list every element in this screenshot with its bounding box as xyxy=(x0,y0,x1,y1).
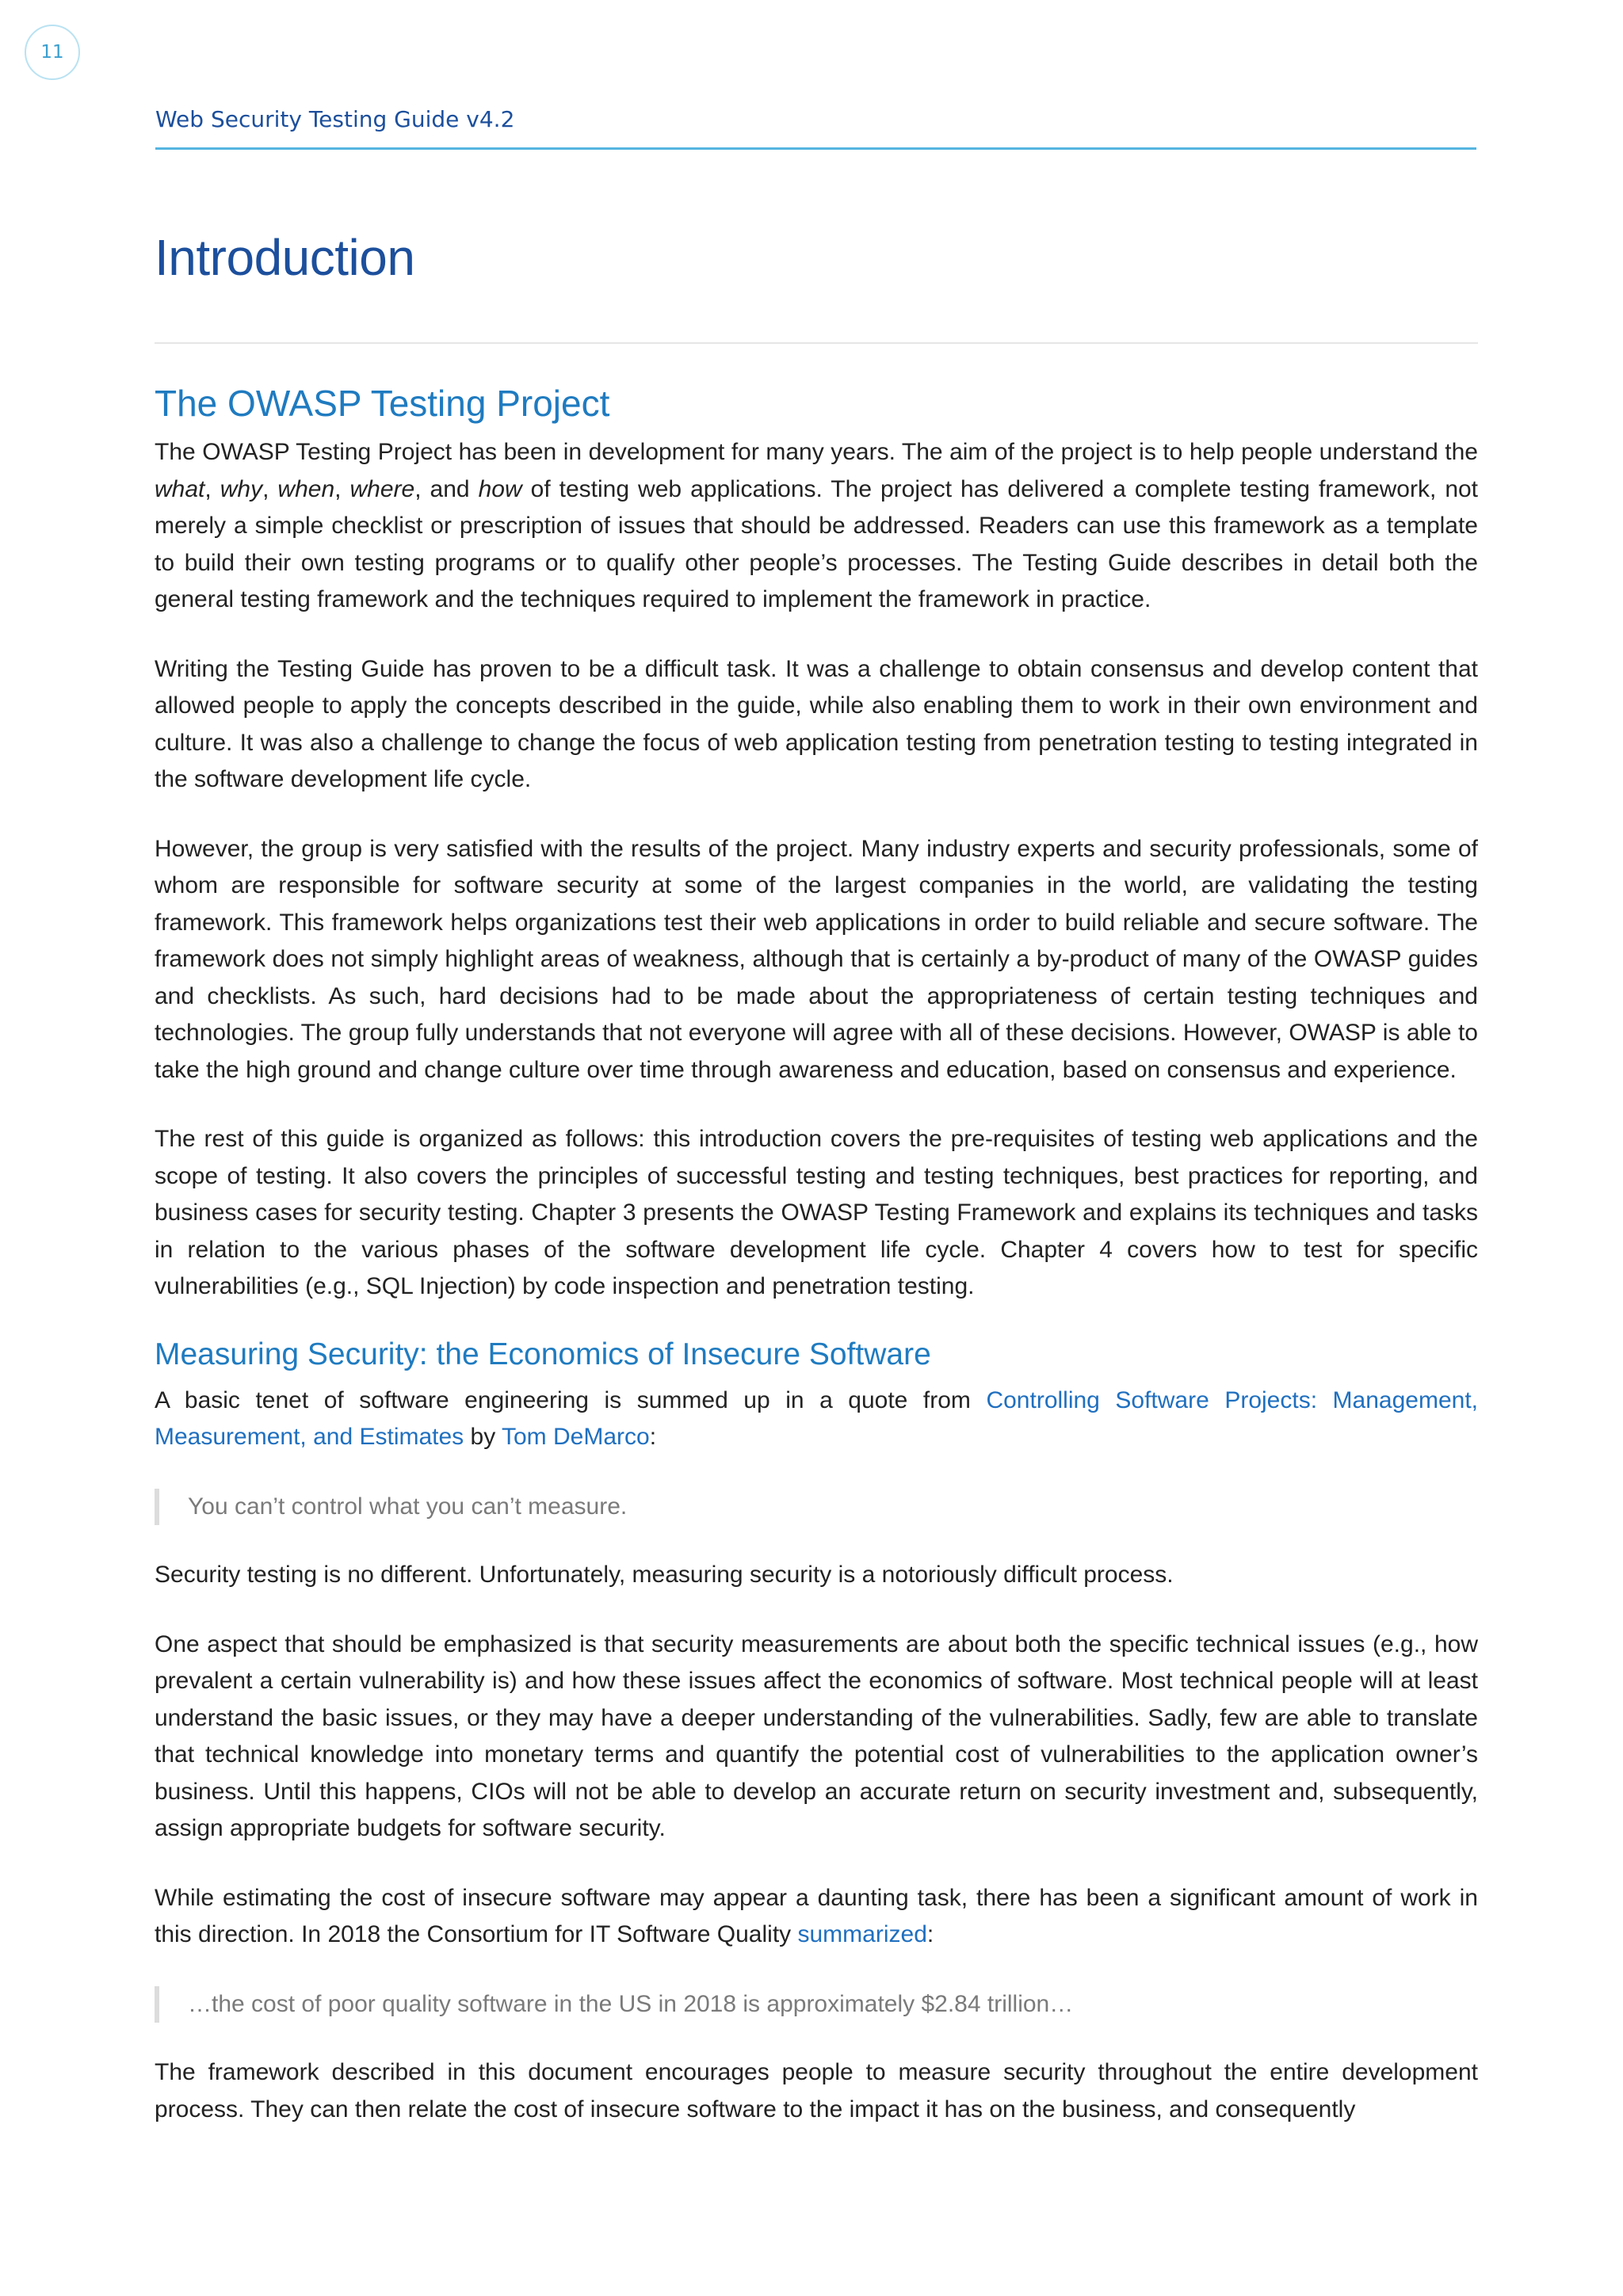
page-number: 11 xyxy=(25,25,80,80)
paragraph: A basic tenet of software engineering is summed up in a quote from Controlling Software Projects: Management, Measurement, and Estimates by Tom DeMarco: xyxy=(155,1386,1479,1450)
paragraph: Writing the Testing Guide has proven to be a difficult task. It was a challenge to obtain consensus and develop content that allowed people to apply the concepts described in the guide, while also enabling them to work in their own environment and culture. It was also a challenge to change the focus of web application testing from penetration testing to testing integrated in the software development life cycle. xyxy=(155,655,1478,792)
paragraph: The OWASP Testing Project has been in development for many years. The aim of the project is to help people understand the what, why, when, where, and how of testing web applications. The project has delivered a complete testing framework, not merely a simple checklist or prescription of issues that should be addressed. Readers can use this framework as a template to build their own testing programs or to qualify other people’s processes. The Testing Guide describes in detail both the general testing framework and the techniques required to implement the framework in practice. xyxy=(155,439,1479,612)
paragraph: The rest of this guide is organized as follows: this introduction covers the pre-requisites of testing web applications and the scope of testing. It also covers the principles of successful testing and testing techniques, best practices for reporting, and business cases for security testing. Chapter 3 presents the OWASP Testing Framework and explains its techniques and tasks in relation to the various phases of the software development life cycle. Chapter 4 covers how to test for specific vulnerabilities (e.g., SQL Injection) by code inspection and penetration testing. xyxy=(155,1126,1478,1299)
title-rule xyxy=(155,342,1478,344)
author-link[interactable]: Tom DeMarco xyxy=(502,1424,650,1450)
paragraph: One aspect that should be emphasized is that security measurements are about both the specific technical issues (e.g., how prevalent a certain vulnerability is) and how these issues affect the economics of software. Most technical people will at least understand the basic issues, or they may have a deeper understanding of the vulnerabilities. Sadly, few are able to translate that technical knowledge into monetary terms and quantify the potential cost of vulnerabilities to the application owner’s business. Until this happens, CIOs will not be able to develop an accurate return on security investment and, subsequently, assign appropriate budgets for software security. xyxy=(155,1630,1478,1841)
summarized-link[interactable]: summarized xyxy=(797,1921,927,1947)
content-flow xyxy=(155,377,1478,2161)
header-rule xyxy=(155,147,1476,150)
emphasis-where: where xyxy=(349,475,415,502)
book-link[interactable]: Controlling Software Projects: Management, Measurement, and Estimates xyxy=(155,1386,1479,1450)
page-title: Introduction xyxy=(155,229,415,286)
paragraph: Security testing is no different. Unfortunately, measuring security is a notoriously difficult process. xyxy=(155,1562,1174,1588)
paragraph: While estimating the cost of insecure software may appear a daunting task, there has been a significant amount of work in this direction. In 2018 the Consortium for IT Software Quality summarized: xyxy=(155,1884,1478,1947)
blockquote: You can’t control what you can’t measure. xyxy=(155,1489,1478,1526)
emphasis-why: why xyxy=(220,475,263,502)
emphasis-how: how xyxy=(478,475,522,502)
section-heading-owasp-testing-project: The OWASP Testing Project xyxy=(155,383,610,424)
blockquote: …the cost of poor quality software in the US in 2018 is approximately $2.84 trillion… xyxy=(155,1986,1478,2023)
emphasis-what: what xyxy=(155,475,205,502)
paragraph: The framework described in this document encourages people to measure security throughout the entire development process. They can then relate the cost of insecure software to the impact it has on the business, and consequently xyxy=(155,2059,1478,2122)
emphasis-when: when xyxy=(277,475,335,502)
paragraph: However, the group is very satisfied with the results of the project. Many industry experts and security professionals, some of whom are responsible for software security at some of the largest companies in the world, are validating the testing framework. This framework helps organizations test their web applications in order to build reliable and secure software. The framework does not simply highlight areas of weakness, although that is certainly a by-product of many of the OWASP guides and checklists. As such, hard decisions had to be made about the appropriateness of certain testing techniques and technologies. The group fully understands that not everyone will agree with all of these decisions. However, OWASP is able to take the high ground and change culture over time through awareness and education, based on consensus and experience. xyxy=(155,835,1478,1083)
section-heading-measuring-security: Measuring Security: the Economics of Insecure Software xyxy=(155,1337,931,1371)
running-header: Web Security Testing Guide v4.2 xyxy=(155,106,515,132)
